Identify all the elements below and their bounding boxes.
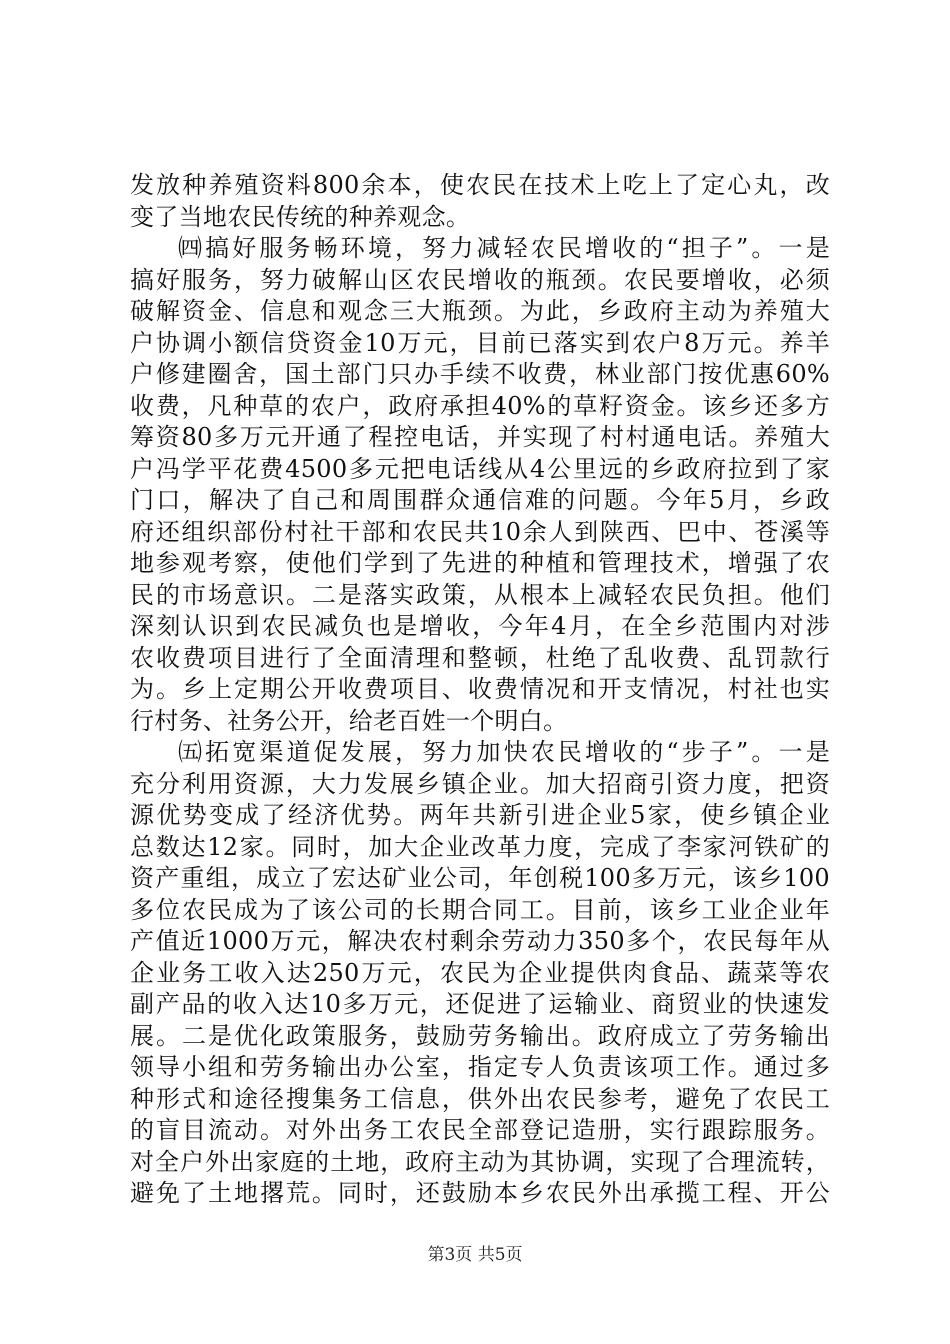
text-line: 展。二是优化政策服务，鼓励劳务输出。政府成立了劳务输出 [130, 1021, 830, 1050]
text-line: 多位农民成为了该公司的长期合同工。目前，该乡工业企业年 [130, 895, 830, 924]
text-line: 的盲目流动。对外出务工农民全部登记造册，实行跟踪服务。 [130, 1116, 830, 1144]
text-line: 深刻认识到农民减负也是增收，今年4月，在全乡范围内对涉 [130, 612, 830, 640]
text-line: 变了当地农民传统的种养观念。 [130, 202, 471, 231]
text-line: 领导小组和劳务输出办公室，指定专人负责该项工作。通过多 [130, 1053, 830, 1081]
text-line: 地参观考察，使他们学到了先进的种植和管理技术，增强了农 [130, 549, 830, 577]
text-line: 收费，凡种草的农户，政府承担40%的草籽资金。该乡还多方 [130, 391, 830, 420]
text-line: 破解资金、信息和观念三大瓶颈。为此，乡政府主动为养殖大 [130, 297, 830, 325]
text-line: 门口，解决了自己和周围群众通信难的问题。今年5月，乡政 [130, 486, 830, 514]
text-line: 户修建圈舍，国土部门只办手续不收费，林业部门按优惠60% [130, 360, 830, 388]
text-line: 对全户外出家庭的土地，政府主动为其协调，实现了合理流转， [130, 1147, 830, 1176]
text-line: 农收费项目进行了全面清理和整顿，杜绝了乱收费、乱罚款行 [130, 643, 830, 672]
text-line: 产值近1000万元，解决农村剩余劳动力350多个，农民每年从 [130, 927, 830, 955]
text-line: 府还组织部份村社干部和农民共10余人到陕西、巴中、苍溪等 [130, 517, 830, 546]
text-line: 总数达12家。同时，加大企业改革力度，完成了李家河铁矿的 [130, 832, 830, 861]
text-line: ㈣搞好服务畅环境，努力减轻农民增收的“担子”。一是 [178, 234, 830, 262]
text-line: 筹资80多万元开通了程控电话，并实现了村村通电话。养殖大 [130, 423, 830, 451]
text-line: 源优势变成了经济优势。两年共新引进企业5家，使乡镇企业 [130, 801, 830, 829]
text-line: 搞好服务，努力破解山区农民增收的瓶颈。农民要增收，必须 [130, 265, 830, 294]
text-line: 资产重组，成立了宏达矿业公司，年创税100多万元，该乡100 [130, 864, 830, 892]
text-line: 种形式和途径搜集务工信息，供外出农民参考，避免了农民工 [130, 1084, 830, 1113]
text-line: 户冯学平花费4500多元把电话线从4公里远的乡政府拉到了家 [130, 454, 830, 483]
text-line: 避免了土地撂荒。同时，还鼓励本乡农民外出承揽工程、开公 [130, 1179, 830, 1207]
text-line: 副产品的收入达10多万元，还促进了运输业、商贸业的快速发 [130, 990, 830, 1018]
text-line: 为。乡上定期公开收费项目、收费情况和开支情况，村社也实 [130, 675, 830, 703]
page-footer: 第3页 共5页 [427, 1245, 523, 1265]
text-line: 企业务工收入达250万元，农民为企业提供肉食品、蔬菜等农 [130, 958, 830, 987]
body-text [130, 170, 830, 1210]
text-line: ㈤拓宽渠道促发展，努力加快农民增收的“步子”。一是 [178, 738, 830, 766]
text-line: 发放种养殖资料800余本，使农民在技术上吃上了定心丸，改 [130, 171, 830, 199]
text-line: 行村务、社务公开，给老百姓一个明白。 [130, 706, 568, 735]
text-line: 充分利用资源，大力发展乡镇企业。加大招商引资力度，把资 [130, 769, 830, 798]
text-line: 民的市场意识。二是落实政策，从根本上减轻农民负担。他们 [130, 580, 830, 609]
text-line: 户协调小额信贷资金10万元，目前已落实到农户8万元。养羊 [130, 328, 830, 357]
